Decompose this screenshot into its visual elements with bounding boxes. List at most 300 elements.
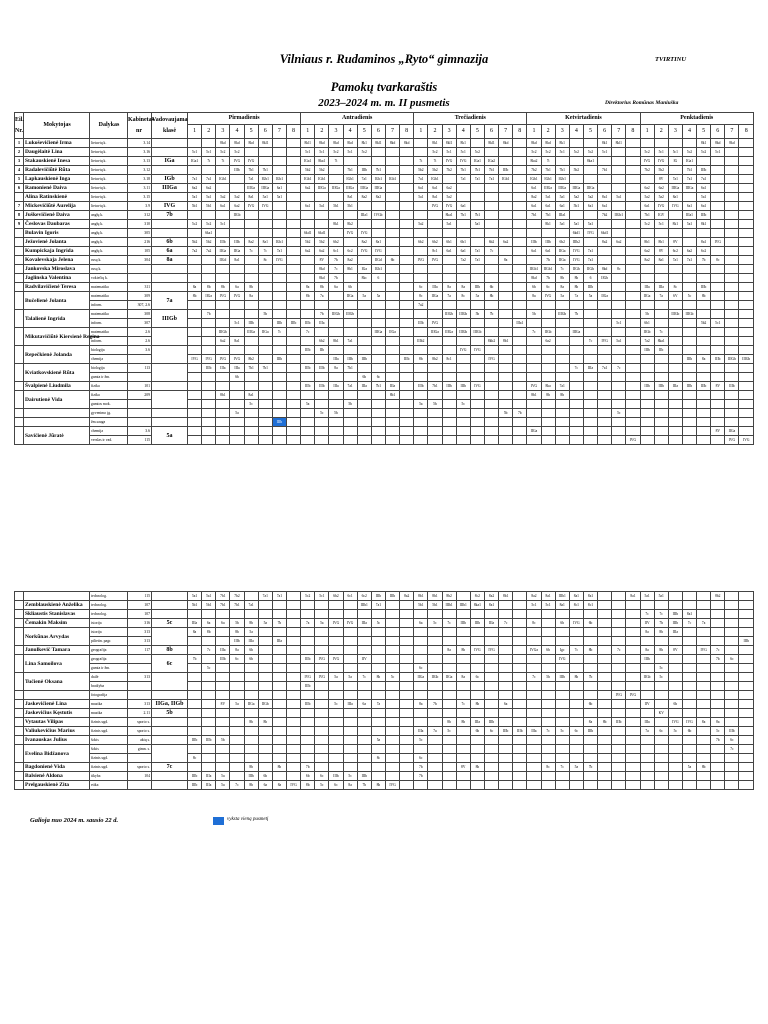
lesson-cell [357, 718, 371, 727]
lesson-cell [400, 655, 414, 664]
subject-name: šokis [90, 745, 128, 754]
lesson-cell [258, 319, 272, 328]
lesson-cell [301, 427, 315, 436]
lesson-cell [668, 673, 682, 682]
subject-name: lietuvių k. [90, 148, 128, 157]
day-header: Trečiadienis [414, 113, 527, 125]
lesson-cell [513, 700, 527, 709]
lesson-cell [400, 193, 414, 202]
lesson-cell [188, 727, 202, 736]
lesson-cell: 8b [244, 718, 258, 727]
lesson-cell [682, 409, 696, 418]
lesson-cell [668, 772, 682, 781]
lesson-cell: IIIb [499, 727, 513, 736]
lesson-cell: 8c1 [442, 355, 456, 364]
teacher-name: Daugėlaitė Lina [24, 148, 90, 157]
lesson-cell [598, 637, 612, 646]
lesson-cell [612, 373, 626, 382]
lesson-cell: 8a [527, 292, 541, 301]
lesson-cell: 7c [541, 727, 555, 736]
row-number [15, 283, 24, 292]
lesson-cell: IVG [357, 247, 371, 256]
lesson-cell [301, 301, 315, 310]
lesson-cell: 8a [697, 718, 711, 727]
lesson-cell [414, 229, 428, 238]
lesson-cell [527, 301, 541, 310]
lesson-cell [499, 754, 513, 763]
lesson-cell [598, 310, 612, 319]
lesson-cell [640, 229, 654, 238]
lesson-cell [357, 256, 371, 265]
lesson-cell: 8kd [315, 139, 329, 148]
lesson-cell: 6kd1 [569, 229, 583, 238]
lesson-cell [216, 745, 230, 754]
lesson-cell [400, 373, 414, 382]
lesson-cell [484, 220, 498, 229]
lesson-cell: 8V [654, 175, 668, 184]
lesson-cell [513, 781, 527, 790]
lesson-cell: IGa1 [188, 157, 202, 166]
lesson-cell: 7t [202, 157, 216, 166]
lesson-cell [230, 718, 244, 727]
lesson-cell [272, 346, 286, 355]
lesson-cell: IIGb1 [541, 265, 555, 274]
lesson-cell [598, 418, 612, 427]
lesson-cell: IIIGa [583, 184, 597, 193]
lesson-cell: 5a [230, 409, 244, 418]
lesson-cell [258, 391, 272, 400]
lesson-cell: IVG [612, 691, 626, 700]
lesson-cell [414, 427, 428, 436]
lesson-cell [725, 673, 739, 682]
teacher-name: Lukoševičienė Irma [24, 139, 90, 148]
lesson-cell [697, 700, 711, 709]
lesson-cell: 8b [244, 619, 258, 628]
lesson-cell: 8a [301, 283, 315, 292]
lesson-cell [216, 418, 230, 427]
lesson-cell: 8a [414, 700, 428, 709]
lesson-cell [371, 628, 385, 637]
lesson-cell [682, 673, 696, 682]
lesson-cell [513, 772, 527, 781]
lesson-cell [612, 727, 626, 736]
lesson-cell [385, 418, 399, 427]
room-number [128, 409, 152, 418]
lesson-cell: 7b1 [343, 166, 357, 175]
lesson-cell [400, 310, 414, 319]
lesson-cell [612, 763, 626, 772]
lesson-cell [527, 610, 541, 619]
lesson-cell [202, 139, 216, 148]
lesson-cell [612, 400, 626, 409]
lesson-cell [470, 772, 484, 781]
lesson-cell [428, 772, 442, 781]
lesson-cell: IVG [470, 346, 484, 355]
lesson-cell: 5a2 [442, 193, 456, 202]
lesson-cell [598, 382, 612, 391]
lesson-cell [725, 337, 739, 346]
lesson-cell [357, 646, 371, 655]
lesson-cell: 7a1 [258, 592, 272, 601]
lesson-cell: IIIGb [442, 310, 456, 319]
lesson-cell [612, 256, 626, 265]
lesson-cell: 8b [202, 628, 216, 637]
lesson-cell [202, 166, 216, 175]
lesson-cell [555, 373, 569, 382]
lesson-cell [286, 619, 300, 628]
lesson-cell [668, 355, 682, 364]
lesson-cell [428, 310, 442, 319]
lesson-cell [258, 337, 272, 346]
lesson-cell: 8a [456, 283, 470, 292]
lesson-cell [640, 682, 654, 691]
lesson-cell [682, 700, 696, 709]
lesson-cell [470, 301, 484, 310]
lesson-cell: IVG [414, 256, 428, 265]
lesson-cell [428, 301, 442, 310]
lesson-cell [598, 301, 612, 310]
lesson-cell [612, 745, 626, 754]
lesson-cell [343, 682, 357, 691]
lesson-cell [301, 355, 315, 364]
lesson-cell: IVG [470, 646, 484, 655]
lesson-cell [527, 229, 541, 238]
lesson-cell [343, 274, 357, 283]
lesson-cell: 6a1 [272, 184, 286, 193]
subject-name: žm.sauga [90, 418, 128, 427]
lesson-cell [569, 373, 583, 382]
lesson-cell: 8b [272, 763, 286, 772]
lesson-cell: IIV [640, 700, 654, 709]
lesson-cell: IIIb [230, 637, 244, 646]
lesson-cell: 8b [654, 646, 668, 655]
lesson-cell [555, 736, 569, 745]
class-name [152, 283, 188, 292]
lesson-cell [414, 655, 428, 664]
lesson-cell [357, 301, 371, 310]
lesson-cell [668, 400, 682, 409]
lesson-cell: 5a1 [442, 220, 456, 229]
lesson-cell [626, 418, 640, 427]
lesson-cell [414, 346, 428, 355]
lesson-cell [682, 691, 696, 700]
teacher-row [15, 220, 754, 229]
lesson-cell [357, 157, 371, 166]
lesson-cell: IIIa [202, 781, 216, 790]
lesson-cell [484, 211, 498, 220]
class-name: 7a [152, 292, 188, 310]
lesson-cell [711, 628, 725, 637]
lesson-cell [527, 736, 541, 745]
lesson-cell [258, 682, 272, 691]
lesson-cell [682, 592, 696, 601]
lesson-cell: 6a1 [527, 184, 541, 193]
lesson-cell [357, 310, 371, 319]
lesson-cell [626, 409, 640, 418]
lesson-cell: 7b1 [244, 364, 258, 373]
lesson-cell [329, 292, 343, 301]
lesson-cell: 8ka2 [527, 157, 541, 166]
validity-note: Galioja nuo 2024 m. sausio 22 d. [30, 817, 119, 824]
lesson-cell: IIIa [668, 382, 682, 391]
lesson-cell: 6b [301, 772, 315, 781]
class-name [152, 391, 188, 409]
lesson-cell: 5c1 [315, 148, 329, 157]
lesson-cell [513, 310, 527, 319]
lesson-cell [428, 628, 442, 637]
lesson-cell [499, 193, 513, 202]
lesson-cell: IIGa [725, 427, 739, 436]
lesson-cell [711, 283, 725, 292]
teacher-row [15, 592, 754, 601]
lesson-cell [626, 673, 640, 682]
lesson-cell [258, 736, 272, 745]
room-number: 312 [128, 211, 152, 220]
lesson-cell [668, 409, 682, 418]
teacher-name: Kviatkovskienė Rūta [24, 364, 90, 382]
lesson-cell [385, 637, 399, 646]
lesson-cell [315, 436, 329, 445]
lesson-cell [202, 727, 216, 736]
lesson-cell: 6c2 [697, 247, 711, 256]
lesson-cell [499, 436, 513, 445]
lesson-cell [654, 391, 668, 400]
class-name [152, 148, 188, 157]
lesson-cell [527, 220, 541, 229]
lesson-cell: 7a1 [668, 175, 682, 184]
lesson-cell: 6a [499, 700, 513, 709]
lesson-cell [583, 637, 597, 646]
lesson-cell [583, 391, 597, 400]
lesson-cell [414, 709, 428, 718]
subject-name: rusų k. [90, 265, 128, 274]
lesson-cell: 6b [541, 646, 555, 655]
lesson-cell [428, 655, 442, 664]
lesson-cell: IVG [442, 202, 456, 211]
teacher-name: Radalevičiūtė Rūta [24, 166, 90, 175]
lesson-cell [428, 427, 442, 436]
lesson-cell: 6c [654, 727, 668, 736]
lesson-cell [654, 718, 668, 727]
lesson-cell: IVG [470, 382, 484, 391]
lesson-cell [400, 283, 414, 292]
lesson-cell [470, 637, 484, 646]
lesson-cell: 8k1 [697, 139, 711, 148]
lesson-cell [357, 319, 371, 328]
lesson-cell: 6a2 [612, 238, 626, 247]
lesson-cell [626, 781, 640, 790]
lesson-number: 2 [428, 125, 442, 139]
lesson-cell [230, 436, 244, 445]
lesson-cell: 7a2 [188, 247, 202, 256]
lesson-cell [527, 664, 541, 673]
lesson-cell: 8a1 [697, 238, 711, 247]
lesson-cell [739, 427, 754, 436]
lesson-cell [569, 211, 583, 220]
lesson-cell [612, 592, 626, 601]
lesson-cell [725, 691, 739, 700]
lesson-cell [725, 637, 739, 646]
lesson-cell [258, 382, 272, 391]
lesson-cell [668, 745, 682, 754]
lesson-cell [272, 229, 286, 238]
lesson-cell [230, 184, 244, 193]
lesson-cell [682, 781, 696, 790]
lesson-cell: IIIb [725, 727, 739, 736]
lesson-cell [654, 754, 668, 763]
lesson-cell: 5c [654, 664, 668, 673]
lesson-cell [711, 292, 725, 301]
lesson-cell [499, 655, 513, 664]
lesson-cell [230, 400, 244, 409]
lesson-cell: 8ka1 [442, 211, 456, 220]
lesson-cell [739, 772, 754, 781]
lesson-cell [682, 337, 696, 346]
lesson-cell: IGV [654, 211, 668, 220]
lesson-cell [188, 646, 202, 655]
lesson-cell [258, 346, 272, 355]
lesson-cell: 5a [371, 292, 385, 301]
lesson-cell [668, 691, 682, 700]
lesson-cell [739, 691, 754, 700]
row-number: 2 [15, 148, 24, 157]
lesson-cell [272, 673, 286, 682]
lesson-cell [484, 256, 498, 265]
row-number [15, 382, 24, 391]
lesson-cell: IVGb [371, 211, 385, 220]
lesson-cell [513, 211, 527, 220]
lesson-cell: 8c [527, 619, 541, 628]
lesson-number: 8 [400, 125, 414, 139]
lesson-cell: 7b [513, 409, 527, 418]
room-number [128, 400, 152, 409]
lesson-cell [244, 709, 258, 718]
lesson-cell: 5b [216, 736, 230, 745]
row-number [15, 592, 24, 601]
lesson-cell [286, 682, 300, 691]
room-number [128, 781, 152, 790]
lesson-cell [414, 682, 428, 691]
lesson-cell: IIGa [598, 292, 612, 301]
lesson-cell [711, 610, 725, 619]
lesson-cell [626, 193, 640, 202]
lesson-cell [301, 337, 315, 346]
teacher-name: Kovalevskaja Jelena [24, 256, 90, 265]
lesson-cell [202, 691, 216, 700]
col-class-header: Vadovaujama klasė [152, 113, 188, 139]
lesson-cell [428, 664, 442, 673]
lesson-cell: 8b1 [414, 592, 428, 601]
lesson-cell: 5a [301, 400, 315, 409]
lesson-cell [400, 301, 414, 310]
lesson-cell [513, 364, 527, 373]
lesson-cell [484, 193, 498, 202]
lesson-cell [286, 427, 300, 436]
lesson-cell: IGb1 [216, 175, 230, 184]
lesson-number: 1 [414, 125, 428, 139]
lesson-cell [598, 745, 612, 754]
lesson-cell [612, 310, 626, 319]
lesson-cell [343, 418, 357, 427]
lesson-cell: 7b [329, 274, 343, 283]
lesson-cell: 7c [612, 364, 626, 373]
lesson-cell [456, 427, 470, 436]
lesson-cell [400, 628, 414, 637]
lesson-cell [541, 754, 555, 763]
lesson-cell [527, 709, 541, 718]
lesson-cell [513, 202, 527, 211]
lesson-cell [598, 682, 612, 691]
lesson-cell [400, 229, 414, 238]
lesson-cell: 7c [640, 610, 654, 619]
lesson-cell [188, 328, 202, 337]
lesson-cell: 5a1 [555, 193, 569, 202]
lesson-cell [400, 718, 414, 727]
lesson-cell [371, 691, 385, 700]
lesson-cell: 8V [216, 700, 230, 709]
teacher-row [15, 346, 754, 355]
lesson-cell [626, 637, 640, 646]
lesson-cell [513, 673, 527, 682]
lesson-cell [513, 256, 527, 265]
row-number: 5 [15, 175, 24, 184]
lesson-cell [697, 745, 711, 754]
lesson-cell [697, 427, 711, 436]
lesson-cell [315, 745, 329, 754]
lesson-cell [569, 355, 583, 364]
lesson-cell [711, 664, 725, 673]
lesson-cell [258, 610, 272, 619]
lesson-cell: 5a [329, 673, 343, 682]
lesson-cell: 6a2 [202, 184, 216, 193]
room-number: 313 [128, 700, 152, 709]
lesson-cell [739, 373, 754, 382]
lesson-cell [513, 664, 527, 673]
lesson-cell [385, 274, 399, 283]
lesson-number: 6 [598, 125, 612, 139]
lesson-cell [470, 709, 484, 718]
lesson-cell: IIIGb [668, 310, 682, 319]
lesson-cell: 5b1 [428, 601, 442, 610]
lesson-cell: 8a [499, 256, 513, 265]
lesson-cell: 7b [272, 619, 286, 628]
lesson-cell: IIIb [711, 355, 725, 364]
lesson-cell [315, 718, 329, 727]
lesson-cell [188, 256, 202, 265]
lesson-cell [428, 691, 442, 700]
class-name: IGa [152, 157, 188, 166]
lesson-cell: IIIa1 [555, 211, 569, 220]
lesson-number: 8 [626, 125, 640, 139]
lesson-cell: IVG [626, 691, 640, 700]
lesson-cell [739, 700, 754, 709]
lesson-cell [230, 274, 244, 283]
lesson-cell: 7b1 [428, 382, 442, 391]
lesson-cell [668, 364, 682, 373]
lesson-cell [400, 745, 414, 754]
lesson-cell [244, 382, 258, 391]
lesson-cell: 5b [470, 310, 484, 319]
lesson-cell: 5b2 [188, 238, 202, 247]
lesson-cell [598, 283, 612, 292]
lesson-cell: 5c1 [230, 319, 244, 328]
lesson-cell: IVG [626, 436, 640, 445]
lesson-cell: 5b1 [188, 601, 202, 610]
lesson-cell [343, 157, 357, 166]
lesson-cell: 8c [414, 292, 428, 301]
lesson-cell [499, 157, 513, 166]
lesson-cell [739, 166, 754, 175]
